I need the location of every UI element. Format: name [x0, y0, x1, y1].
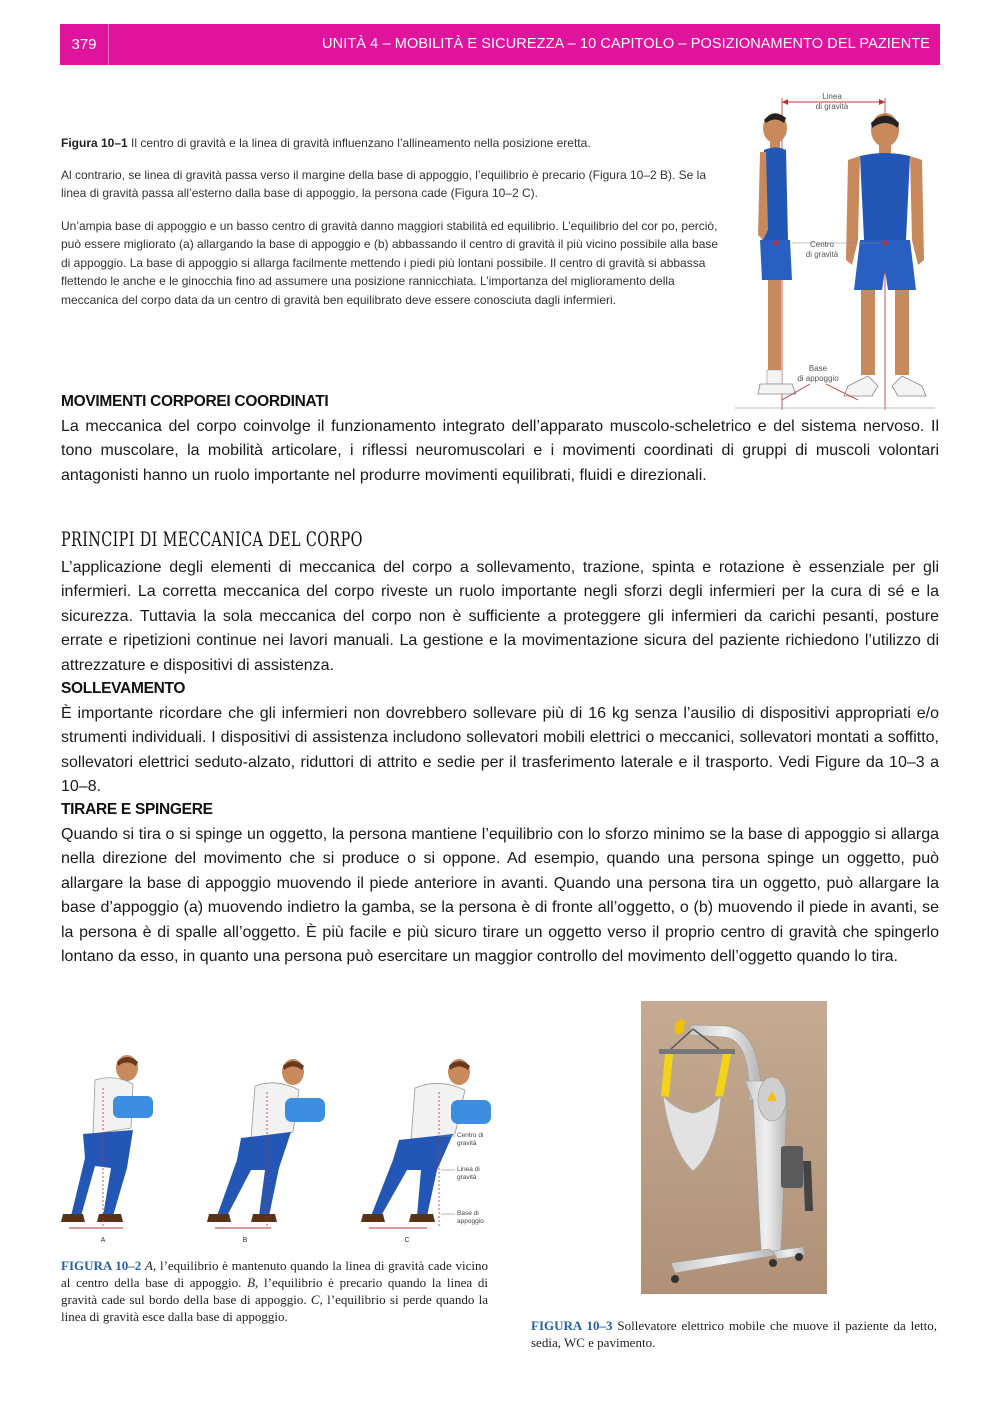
figure-3-caption [531, 1317, 937, 1351]
fig2-label-b: B [242, 1237, 248, 1244]
fig2-label-line-1: Linea di [457, 1166, 480, 1173]
section-heading-tirare: TIRARE E SPINGERE [61, 801, 213, 818]
fig2-label-base-2: appoggio [457, 1218, 484, 1225]
figure-3-caption-label: FIGURA 10–3 [531, 1318, 613, 1333]
figure-2-panel-b [207, 1059, 325, 1244]
fig1-label-base-1: Base [808, 364, 828, 373]
section-text-movimenti: La meccanica del corpo coinvolge il funzionamento integrato dell’apparato muscolo-scheletrico e del sistema nervoso. Il tono muscolare, la mobilità articolare, i riflessi neuromuscolari e i movimenti coordinati di gruppi di muscoli volontari antagonisti hanno un ruolo importante nel produrre movimenti equilibrati, fluidi e direzionali. [61, 418, 939, 484]
fig1-label-center-2: di gravità [805, 250, 839, 259]
page-number: 379 [60, 24, 109, 65]
figure-2-panel-c [361, 1059, 491, 1244]
figure-1-caption [61, 134, 726, 152]
section-text-principi: L’applicazione degli elementi di meccanica del corpo a sollevamento, trazione, spinta e rotazione è essenziale per gli infermieri. La corretta meccanica del corpo riveste un ruolo importante negli sforzi degli infermieri per la cura di sé e la sicurezza. Tuttavia la sola meccanica del corpo non è sufficiente a proteggere gli infermieri da carichi pesanti, posture errate e ripetizioni continue nei lavori manuali. La gestione e la movimentazione sicura del paziente richiedono l’utilizzo di attrezzature e dispositivi di assistenza. [61, 559, 939, 674]
figure-2-illustration [55, 1048, 495, 1248]
intro-paragraph-1: Al contrario, se linea di gravità passa verso il margine della base di appoggio, l’equilibrio è precario (Figura 10–2 B). Se la linea di gravità passa all’esterno dalla base di appoggio, la persona cade (Figura 10–2 C). [61, 168, 707, 201]
fig1-label-base-2: di appoggio [797, 374, 839, 383]
figure-2-caption-label: FIGURA 10–2 [61, 1258, 142, 1273]
fig1-label-center-1: Centro [809, 240, 835, 249]
caption-a-letter: A, [145, 1258, 157, 1273]
caption-text-2: l’equilibrio è precario quando la linea di gravità cade sul bordo della base di appoggio. [61, 1275, 488, 1307]
figure-2-panel-a [61, 1055, 153, 1244]
caption-b-letter: B, [247, 1275, 259, 1290]
figure-2-caption [61, 1257, 488, 1325]
figure-1-illustration [730, 90, 940, 420]
section-text-sollevamento: È importante ricordare che gli infermieri non dovrebbero sollevare più di 16 kg senza l’ausilio di dispositivi appropriati e/o strumenti individuali. I dispositivi di assistenza includono sollevatori mobili elettrici o meccanici, sollevatori montati a soffitto, sollevatori elettrici seduto-alzato, riduttori di attrito e sedie per il trasferimento laterale e il trasporto. Vedi Figure da 10–3 a 10–8. [61, 705, 939, 796]
fig1-label-line-2: di gravità [815, 102, 849, 111]
figure-1-caption-text: Il centro di gravità e la linea di gravità influenzano l’allineamento nella posizione eretta. [127, 136, 591, 150]
page-header [60, 24, 940, 65]
fig2-label-line-2: gravità [457, 1174, 477, 1181]
fig2-label-a: A [100, 1237, 106, 1244]
figure-3-caption-text: Sollevatore elettrico mobile che muove il paziente da letto, sedia, WC e pavimento. [531, 1318, 937, 1350]
section-heading-sollevamento: SOLLEVAMENTO [61, 680, 186, 697]
figure-1-caption-label: Figura 10–1 [61, 136, 128, 150]
section-heading-movimenti: MOVIMENTI CORPOREI COORDINATI [61, 393, 329, 410]
running-title: UNITÀ 4 – MOBILITÀ E SICUREZZA – 10 CAPITOLO – POSIZIONAMENTO DEL PAZIENTE [322, 36, 930, 52]
fig2-label-center-1: Centro di [457, 1132, 484, 1139]
fig2-label-base-1: Base di [457, 1210, 479, 1217]
fig2-label-center-2: gravità [457, 1140, 477, 1147]
caption-c-letter: C, [310, 1292, 323, 1307]
section-heading-principi: PRINCIPI DI MECCANICA DEL CORPO [61, 527, 363, 551]
fig1-label-line-1: Linea [822, 92, 842, 101]
caption-text-3: l’equilibrio si perde quando la linea di gravità esce dalla base di appoggio. [61, 1292, 488, 1324]
intro-paragraph-2: Un’ampia base di appoggio e un basso centro di gravità danno maggiori stabilità ed equilibrio. L’equilibrio del cor po, perciò, può essere migliorato (a) allargando la base di appoggio e (b) abbassando il centro di gravità il più vicino possibile alla base di appoggio. La base di appoggio si allarga facilmente mettendo i piedi più lontani possibile. Il centro di gravità si abbassa flettendo le anche e le ginocchia fino ad assumere una posizione rannicchiata. L’importanza del miglioramento della meccanica del corpo data da un centro di gravità ben equilibrato deve essere conosciuta dagli infermieri. [61, 219, 719, 307]
figure-3-photo [641, 1001, 827, 1294]
fig2-label-c: C [404, 1237, 410, 1244]
section-text-tirare: Quando si tira o si spinge un oggetto, la persona mantiene l’equilibrio con lo sforzo minimo se la base di appoggio si allarga nella direzione del movimento che si produce o si oppone. Ad esempio, quando una persona spinge un oggetto, può allargare la base di appoggio muovendo il piede anteriore in avanti. Quando una persona tira un oggetto, può allargare la base d’appoggio (a) muovendo indietro la gamba, se la persona è di fronte all’oggetto, o (b) muovendo il piede in avanti, se la persona è di spalle all’oggetto. È più facile e più sicuro tirare un oggetto verso il proprio centro di gravità che spingerlo lontano da esso, in quanto una persona può esercitare un maggior controllo del movimento dell’oggetto quando lo tira. [61, 826, 939, 966]
caption-text-1: l’equilibrio è mantenuto quando la linea di gravità cade vicino al centro della base di appoggio. [61, 1258, 489, 1290]
